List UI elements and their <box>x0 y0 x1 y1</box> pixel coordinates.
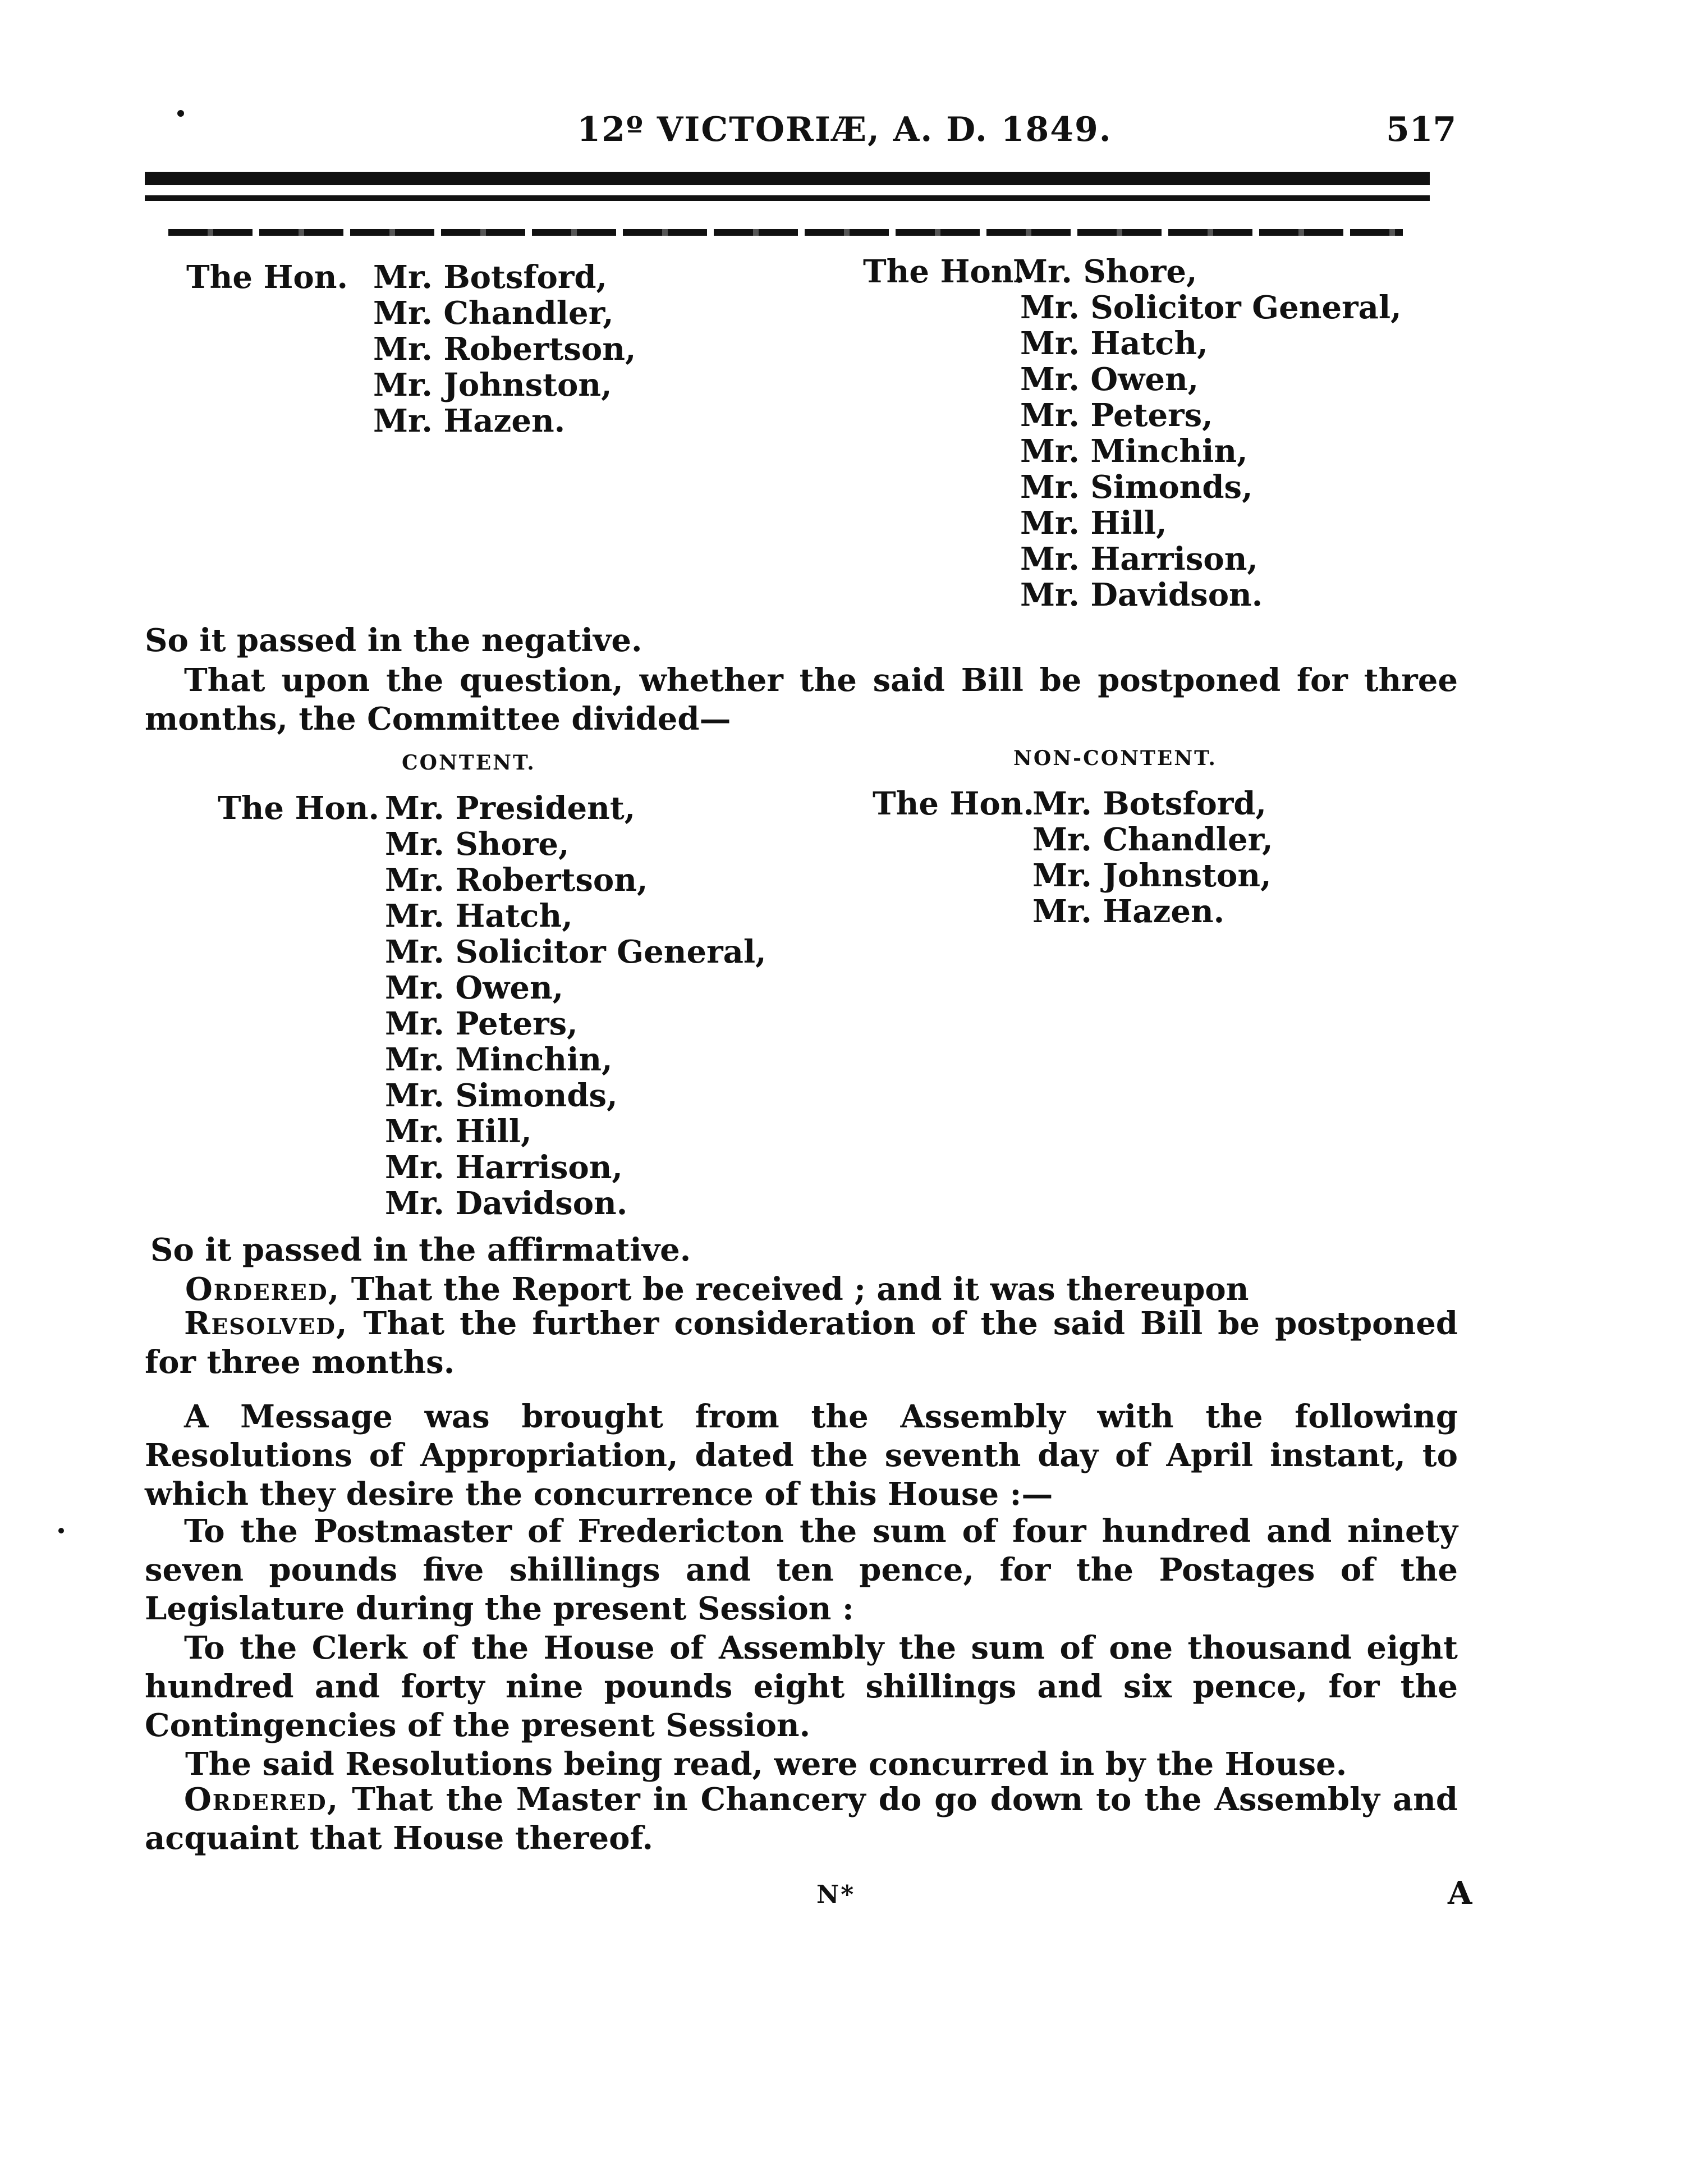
division-result: So it passed in the negative. <box>145 622 642 659</box>
question-paragraph: That upon the question, whether the said Bill be postponed for three months, the Committee divided— <box>145 662 1458 738</box>
header-rule-thin <box>145 195 1430 201</box>
member-name: Mr. Shore, <box>1013 253 1197 290</box>
ordered-text: That the Report be received ; and it was thereupon <box>340 1271 1249 1308</box>
message-paragraph: A Message was brought from the Assembly with the following Resolutions of Appropriation, dated the seventh day of April instant, to which they desire the concurrence of this House :— <box>145 1398 1458 1513</box>
non-content-prefix: The Hon. <box>873 785 1034 822</box>
resolution-paragraph: To the Clerk of the House of Assembly the sum of one thousand eight hundred and forty nine pounds eight shillings and six pence, for the Contingencies of the present Session. <box>145 1629 1458 1744</box>
content-prefix: The Hon. <box>186 259 348 296</box>
stray-mark <box>58 1528 64 1533</box>
resolution-paragraph: To the Postmaster of Fredericton the sum of four hundred and ninety seven pounds five shillings and ten pence, for the Postages of the Legislature during the present Session : <box>145 1513 1458 1627</box>
ordered-text: That the Master in Chancery do go down to the Assembly and acquaint that House thereof. <box>145 1781 1458 1857</box>
member-name: Mr. Peters, <box>385 1005 578 1042</box>
member-name: Mr. Peters, <box>1020 397 1213 434</box>
member-name: Mr. Minchin, <box>1020 433 1248 470</box>
member-name: Mr. Robertson, <box>373 331 636 368</box>
content-prefix: The Hon. <box>218 790 379 827</box>
resolved-text: That the further consideration of the said Bill be postponed for three months. <box>145 1305 1458 1381</box>
ordered-label: Ordered, <box>185 1271 341 1308</box>
division-result: So it passed in the affirmative. <box>150 1231 691 1269</box>
member-name: Mr. Johnston, <box>1032 857 1272 894</box>
member-name: Mr. Owen, <box>385 969 564 1006</box>
non-content-heading: NON-CONTENT. <box>1013 747 1217 770</box>
member-name: Mr. Davidson. <box>1020 576 1263 613</box>
member-name: Mr. Robertson, <box>385 862 648 899</box>
member-name: Mr. Hatch, <box>385 898 573 935</box>
header-rule-thick <box>145 172 1430 185</box>
member-name: Mr. Harrison, <box>1020 541 1258 578</box>
ordered-paragraph <box>145 1780 1458 1858</box>
non-content-prefix: The Hon. <box>863 253 1025 290</box>
member-name: Mr. Shore, <box>385 826 570 863</box>
member-name: Mr. Chandler, <box>373 295 614 332</box>
member-name: Mr. Johnston, <box>373 367 612 404</box>
member-name: Mr. Harrison, <box>385 1149 623 1186</box>
member-name: Mr. Hazen. <box>1032 893 1225 930</box>
member-name: Mr. Botsford, <box>1032 785 1267 822</box>
member-name: Mr. Simonds, <box>385 1077 618 1114</box>
member-name: Mr. Simonds, <box>1020 469 1253 506</box>
member-name: Mr. Botsford, <box>373 259 608 296</box>
signature-mark: N* <box>816 1880 856 1909</box>
member-name: Mr. Hill, <box>385 1113 532 1150</box>
content-heading: CONTENT. <box>402 751 536 775</box>
page-number: 517 <box>1386 110 1457 149</box>
member-name: Mr. Hill, <box>1020 505 1167 542</box>
catchword: A <box>1448 1875 1472 1912</box>
member-name: Mr. Solicitor General, <box>1020 289 1402 326</box>
member-name: Mr. Chandler, <box>1032 821 1273 858</box>
member-name: Mr. Minchin, <box>385 1041 613 1078</box>
member-name: Mr. President, <box>385 790 636 827</box>
member-name: Mr. Owen, <box>1020 361 1199 398</box>
concurred-paragraph: The said Resolutions being read, were concurred in by the House. <box>185 1746 1347 1783</box>
header-rule-broken <box>168 229 1403 236</box>
ordered-paragraph <box>185 1271 1249 1308</box>
ordered-label: Ordered, <box>184 1781 339 1818</box>
resolved-label: Resolved, <box>184 1305 348 1342</box>
resolved-paragraph <box>145 1304 1458 1382</box>
running-head: 12º VICTORIÆ, A. D. 1849. <box>577 110 1112 149</box>
member-name: Mr. Hazen. <box>373 402 566 439</box>
member-name: Mr. Davidson. <box>385 1185 628 1222</box>
member-name: Mr. Solicitor General, <box>385 933 767 970</box>
member-name: Mr. Hatch, <box>1020 325 1208 362</box>
